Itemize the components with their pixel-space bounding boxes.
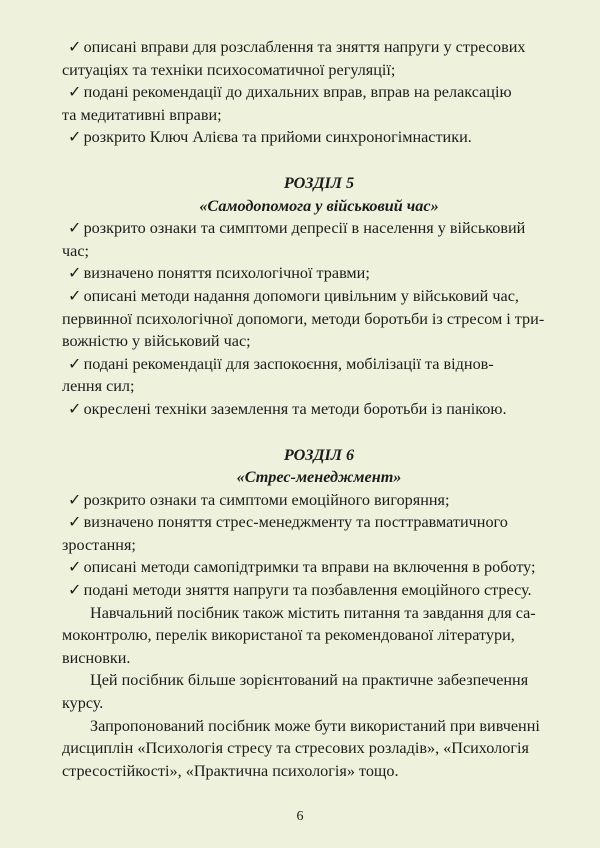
checkmark-icon: ✓	[68, 581, 82, 600]
section-6-list	[62, 489, 570, 602]
checkmark-icon: ✓	[68, 490, 82, 509]
checkmark-icon: ✓	[68, 399, 82, 418]
list-item-continuation: зростання;	[62, 535, 136, 554]
list-item: ✓ розкрито ознаки та симптоми емоційного вигоряння;	[68, 489, 570, 512]
list-item: ✓ подані рекомендації до дихальних вправ, вправ на релаксацію	[68, 81, 570, 104]
checkmark-icon: ✓	[68, 38, 82, 56]
checkmark-icon: ✓	[68, 354, 82, 373]
paragraph-continuation: дисциплін «Психологія стресу та стресових розладів», «Психологія	[62, 739, 529, 758]
paragraph-continuation: моконтролю, перелік використаної та рекомендованої літератури,	[62, 626, 515, 645]
paragraph-continuation: курсу.	[62, 694, 104, 713]
summary-paragraphs	[62, 602, 570, 783]
checkmark-icon: ✓	[68, 264, 82, 283]
list-item: ✓ визначено поняття стрес-менеджменту та посттравматичного	[68, 511, 570, 534]
paragraph-continuation: стресостійкості», «Практична психологія» тощо.	[62, 761, 399, 780]
list-item: ✓ описані методи самопідтримки та вправи на включення в роботу;	[68, 556, 570, 579]
section-6-subtitle: «Стрес-менеджмент»	[236, 468, 402, 487]
list-item-continuation: ситуаціях та техніки психосоматичної регуляції;	[62, 60, 396, 79]
section-6-title: РОЗДІЛ 6	[283, 445, 355, 464]
list-item: ✓ описані методи надання допомоги цивільним у військовий час,	[68, 285, 570, 308]
paragraph-continuation: висновки.	[62, 648, 131, 667]
paragraph: Навчальний посібник також містить питання та завдання для са-	[90, 603, 536, 622]
list-item-continuation: лення сил;	[62, 377, 135, 396]
page-number: 6	[296, 809, 304, 824]
list-item: ✓ подані рекомендації для заспокоєння, мобілізації та віднов-	[68, 353, 570, 376]
top-list	[62, 36, 570, 149]
list-item: ✓ розкрито Ключ Алієва та прийоми синхроногімнастики.	[68, 126, 570, 149]
checkmark-icon: ✓	[68, 558, 82, 577]
checkmark-icon: ✓	[68, 128, 82, 147]
section-5-title: РОЗДІЛ 5	[283, 173, 355, 192]
list-item-continuation: час;	[62, 241, 90, 260]
checkmark-icon: ✓	[68, 513, 82, 532]
list-item: ✓ окреслені техніки заземлення та методи боротьби із панікою.	[68, 398, 570, 421]
section-5-list	[62, 217, 570, 420]
paragraph: Цей посібник більше зорієнтований на практичне забезпечення	[90, 671, 529, 690]
list-item: ✓ визначено поняття психологічної травми;	[68, 262, 570, 285]
checkmark-icon: ✓	[68, 219, 82, 238]
list-item-continuation: вожністю у військовий час;	[62, 332, 251, 351]
list-item: ✓ розкрито ознаки та симптоми депресії в населення у військовий	[68, 217, 570, 240]
checkmark-icon: ✓	[68, 83, 82, 102]
list-item-continuation: первинної психологічної допомоги, методи боротьби із стресом і три-	[62, 309, 545, 328]
section-5-subtitle: «Самодопомога у військовий час»	[199, 196, 439, 215]
checkmark-icon: ✓	[68, 286, 82, 305]
paragraph: Запропонований посібник може бути використаний при вивченні	[90, 716, 540, 735]
list-item: ✓ подані методи зняття напруги та позбавлення емоційного стресу.	[68, 579, 570, 602]
list-item: ✓ описані вправи для розслаблення та зняття напруги у стресових	[68, 36, 570, 59]
list-item-continuation: та медитативні вправи;	[62, 105, 222, 124]
